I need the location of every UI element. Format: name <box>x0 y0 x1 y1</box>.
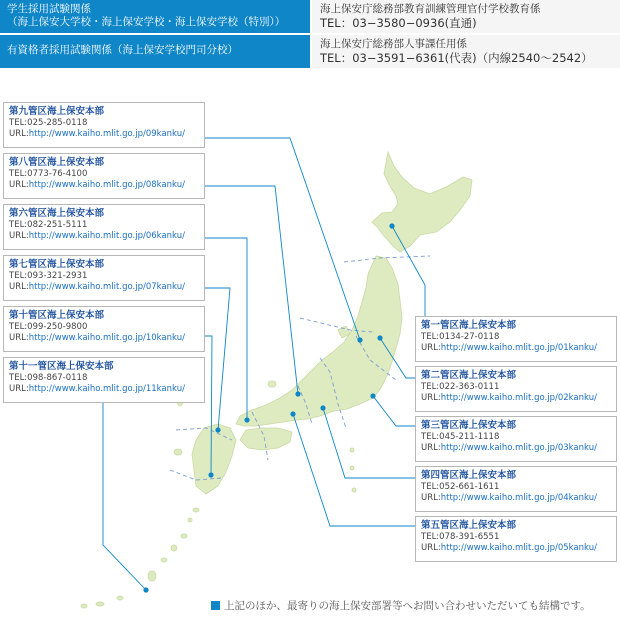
kyushu-shape <box>192 424 236 494</box>
office-tel: TEL:0134-27-0118 <box>421 332 500 342</box>
nansei-island-shape <box>171 545 177 551</box>
office-url-link[interactable]: http://www.kaiho.mlit.go.jp/03kanku/ <box>440 443 597 453</box>
contact-row-qualified <box>0 35 620 68</box>
office-name: 第六管区海上保安本部 <box>9 208 105 219</box>
office-url-label: URL: <box>421 543 441 553</box>
contact-label <box>0 35 310 68</box>
office-url-link[interactable]: http://www.kaiho.mlit.go.jp/11kanku/ <box>28 384 185 394</box>
leader-line-04 <box>323 408 416 478</box>
footnote-text: 上記のほか、最寄りの海上保安部署等へお問い合わせいただいても結構です。 <box>224 600 591 612</box>
office-url-label: URL: <box>421 443 441 453</box>
office-url-link[interactable]: http://www.kaiho.mlit.go.jp/06kanku/ <box>28 231 185 241</box>
office-url-label: URL: <box>421 343 441 353</box>
office-box-07 <box>3 255 205 301</box>
nansei-island-shape <box>96 602 104 606</box>
office-box-11 <box>3 357 205 403</box>
izu-island-shape <box>350 466 354 470</box>
nansei-island-shape <box>161 558 167 562</box>
office-tel: TEL:025-285-0118 <box>9 118 88 128</box>
office-box-04 <box>415 466 617 512</box>
office-box-10 <box>3 306 205 352</box>
oki-island-shape <box>268 381 276 387</box>
office-tel: TEL:052-661-1611 <box>421 482 500 492</box>
office-url-label: URL: <box>9 180 29 190</box>
contact-info <box>312 35 620 68</box>
office-box-02 <box>415 366 617 412</box>
office-url-link[interactable]: http://www.kaiho.mlit.go.jp/01kanku/ <box>440 343 597 353</box>
leader-line-07 <box>205 288 230 430</box>
location-dot-01 <box>389 223 394 228</box>
office-tel: TEL:099-250-9800 <box>9 322 88 332</box>
goto-island-shape <box>174 449 182 455</box>
contact-label <box>0 0 310 33</box>
office-url-label: URL: <box>9 231 29 241</box>
office-url-label: URL: <box>421 493 441 503</box>
office-tel: TEL:093-321-2931 <box>9 271 88 281</box>
izu-island-shape <box>350 448 354 452</box>
nansei-island-shape <box>81 604 87 608</box>
office-url-link[interactable]: http://www.kaiho.mlit.go.jp/04kanku/ <box>440 493 597 503</box>
office-tel: TEL:022-363-0111 <box>421 382 500 392</box>
office-url-label: URL: <box>9 129 29 139</box>
location-dot-05 <box>290 411 295 416</box>
contact-row-student <box>0 0 620 33</box>
location-dot-03 <box>370 393 375 398</box>
nansei-island-shape <box>188 518 192 522</box>
office-name: 第五管区海上保安本部 <box>421 520 517 531</box>
office-url-link[interactable]: http://www.kaiho.mlit.go.jp/09kanku/ <box>28 129 185 139</box>
office-url-label: URL: <box>9 333 29 343</box>
nansei-island-shape <box>117 596 123 600</box>
office-url-link[interactable]: http://www.kaiho.mlit.go.jp/05kanku/ <box>440 543 597 553</box>
leader-line-05 <box>293 414 416 526</box>
location-dot-07 <box>215 427 220 432</box>
office-box-01 <box>415 316 617 362</box>
contact-office: 海上保安庁総務部人事課任用係 <box>320 38 467 50</box>
leader-line-03 <box>373 396 416 426</box>
location-dot-11 <box>143 587 148 592</box>
location-dot-04 <box>320 405 325 410</box>
bullet-square-icon <box>211 601 220 610</box>
office-url-link[interactable]: http://www.kaiho.mlit.go.jp/02kanku/ <box>440 393 597 403</box>
office-name: 第九管区海上保安本部 <box>9 106 105 117</box>
hokkaido-shape <box>372 152 472 252</box>
office-tel: TEL:082-251-5111 <box>9 220 88 230</box>
office-tel: TEL:078-391-6551 <box>421 532 500 542</box>
office-url-label: URL: <box>9 384 29 394</box>
footnote <box>211 598 591 613</box>
office-name: 第二管区海上保安本部 <box>421 370 517 381</box>
office-name: 第十管区海上保安本部 <box>9 310 105 321</box>
location-dot-08 <box>295 391 300 396</box>
contact-tel: TEL：03−3580−0936(直通) <box>320 16 477 30</box>
office-url-link[interactable]: http://www.kaiho.mlit.go.jp/08kanku/ <box>28 180 185 190</box>
nansei-island-shape <box>193 508 199 512</box>
office-url-label: URL: <box>9 282 29 292</box>
office-box-06 <box>3 204 205 250</box>
honshu-shape <box>236 256 402 426</box>
office-url-link[interactable]: http://www.kaiho.mlit.go.jp/10kanku/ <box>28 333 185 343</box>
office-name: 第四管区海上保安本部 <box>421 470 517 481</box>
contact-tel: TEL：03−3591−6361(代表)（内線2540〜2542） <box>320 51 593 65</box>
office-url-link[interactable]: http://www.kaiho.mlit.go.jp/07kanku/ <box>28 282 185 292</box>
location-dot-02 <box>377 335 382 340</box>
contact-label-line1: 学生採用試験関係 <box>7 3 91 15</box>
leader-line-08 <box>205 186 298 394</box>
office-box-09 <box>3 102 205 148</box>
nansei-island-shape <box>181 534 187 538</box>
office-url-label: URL: <box>421 393 441 403</box>
office-name: 第八管区海上保安本部 <box>9 157 105 168</box>
office-tel: TEL:0773-76-4100 <box>9 169 88 179</box>
location-dot-10 <box>208 472 213 477</box>
office-tel: TEL:045-211-1118 <box>421 432 500 442</box>
izu-island-shape <box>352 488 356 492</box>
okinawa-island-shape <box>148 571 156 581</box>
office-tel: TEL:098-867-0118 <box>9 373 88 383</box>
office-name: 第三管区海上保安本部 <box>421 420 517 431</box>
contact-office: 海上保安庁総務部教育訓練管理官付学校教育係 <box>320 3 541 15</box>
contact-label-line1: 有資格者採用試験関係（海上保安学校門司分校） <box>7 44 238 56</box>
contact-info <box>312 0 620 33</box>
office-box-05 <box>415 516 617 562</box>
location-dot-09 <box>357 337 362 342</box>
office-name: 第一管区海上保安本部 <box>421 320 517 331</box>
office-box-08 <box>3 153 205 199</box>
location-dot-06 <box>244 417 249 422</box>
office-box-03 <box>415 416 617 462</box>
office-name: 第十一管区海上保安本部 <box>9 361 114 372</box>
leader-line-11 <box>103 402 146 590</box>
contact-label-line2: （海上保安大学校・海上保安学校・海上保安学校（特別）） <box>7 16 286 28</box>
office-name: 第七管区海上保安本部 <box>9 259 105 270</box>
